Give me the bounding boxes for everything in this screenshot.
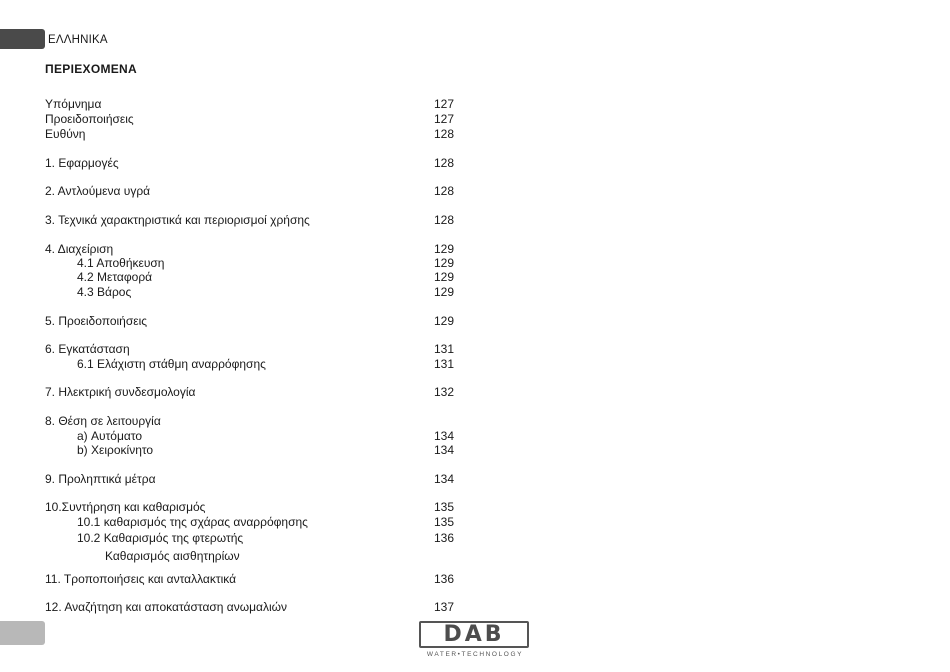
toc-entry-label: 9. Προληπτικά μέτρα — [45, 472, 156, 486]
toc-entry — [0, 549, 470, 565]
toc-entry-page: 129 — [434, 270, 455, 284]
toc-entry-page: 127 — [434, 97, 455, 111]
dab-logo-tagline: WATER•TECHNOLOGY — [426, 651, 524, 658]
toc-entry-page: 136 — [434, 531, 455, 545]
toc-entry — [0, 184, 470, 200]
toc-entry-label: 3. Τεχνικά χαρακτηριστικά και περιορισμοί χρήσης — [45, 213, 310, 227]
toc-entry-page: 128 — [434, 213, 455, 227]
toc-entry — [0, 600, 470, 616]
toc-entry-page: 135 — [434, 515, 455, 529]
toc-entry — [0, 342, 470, 358]
toc-entry — [0, 500, 470, 516]
toc-entry-label: 6.1 Ελάχιστη στάθμη αναρρόφησης — [77, 357, 266, 371]
toc-entry-page: 137 — [434, 600, 455, 614]
toc-entry — [0, 97, 470, 113]
toc-entry — [0, 127, 470, 143]
language-label: ΕΛΛΗΝΙΚΑ — [48, 34, 108, 46]
toc-entry-label: 4.1 Αποθήκευση — [77, 256, 165, 270]
toc-entry-label: a) Αυτόματο — [77, 429, 143, 443]
toc-entry-page: 127 — [434, 112, 455, 126]
toc-entry-page: 136 — [434, 572, 455, 586]
toc-entry — [0, 414, 470, 430]
toc-entry-page: 131 — [434, 342, 455, 356]
toc-entry-page: 134 — [434, 429, 455, 443]
dab-logo-box — [419, 621, 529, 648]
toc-entry-label: 7. Ηλεκτρική συνδεσμολογία — [45, 385, 196, 399]
toc-entry-label: 1. Εφαρμογές — [45, 156, 119, 170]
toc-entry-label: Υπόμνημα — [45, 97, 102, 111]
toc-entry — [0, 443, 470, 459]
toc-entry-label: 5. Προειδοποιήσεις — [45, 314, 148, 328]
toc-entry — [0, 385, 470, 401]
dab-logo — [418, 621, 532, 661]
toc-entry-label: b) Χειροκίνητο — [77, 443, 154, 457]
toc-entry-page: 128 — [434, 156, 455, 170]
toc-entry-label: 2. Αντλούμενα υγρά — [45, 184, 151, 198]
toc-entry — [0, 285, 470, 301]
dab-logo-text: DAB — [443, 621, 505, 647]
toc-entry-label: 8. Θέση σε λειτουργία — [45, 414, 161, 428]
toc-entry — [0, 213, 470, 229]
toc-entry-page: 132 — [434, 385, 455, 399]
toc-entry — [0, 472, 470, 488]
toc-entry — [0, 314, 470, 330]
toc-entry-label: 12. Αναζήτηση και αποκατάσταση ανωμαλιών — [45, 600, 287, 614]
toc-entry — [0, 572, 470, 588]
toc-entry-page: 128 — [434, 127, 455, 141]
toc-entry — [0, 156, 470, 172]
toc-entry-label: 4.3 Βάρος — [77, 285, 132, 299]
toc-entry-page: 129 — [434, 314, 455, 328]
toc-entry — [0, 531, 470, 547]
toc-entry-page: 134 — [434, 443, 455, 457]
toc-entry — [0, 112, 470, 128]
toc-entry-label: Προειδοποιήσεις — [45, 112, 134, 126]
toc-entry-label: Καθαρισμός αισθητηρίων — [105, 549, 240, 563]
toc-title: ΠΕΡΙΕΧΟΜΕΝΑ — [45, 62, 137, 76]
toc-entry-label: 4. Διαχείριση — [45, 242, 114, 256]
language-tab-marker — [0, 29, 45, 49]
toc-entry-page: 134 — [434, 472, 455, 486]
toc-entry-page: 129 — [434, 285, 455, 299]
toc-entry-label: 11. Τροποποιήσεις και ανταλλακτικά — [45, 572, 237, 586]
toc-entry-page: 128 — [434, 184, 455, 198]
toc-entry-label: Ευθύνη — [45, 127, 86, 141]
toc-entry — [0, 357, 470, 373]
toc-entry-page: 129 — [434, 256, 455, 270]
toc-entry-label: 10.2 Καθαρισμός της φτερωτής — [77, 531, 244, 545]
toc-entry-page: 129 — [434, 242, 455, 256]
toc-entry — [0, 515, 470, 531]
toc-entry-label: 4.2 Μεταφορά — [77, 270, 153, 284]
page-edge-tab — [0, 621, 45, 645]
toc-entry-label: 10.1 καθαρισμός της σχάρας αναρρόφησης — [77, 515, 308, 529]
toc-entry-page: 135 — [434, 500, 455, 514]
toc-entry-label: 6. Εγκατάσταση — [45, 342, 130, 356]
toc-entry-page: 131 — [434, 357, 455, 371]
toc-entry — [0, 270, 470, 286]
toc-entry-label: 10.Συντήρηση και καθαρισμός — [45, 500, 206, 514]
